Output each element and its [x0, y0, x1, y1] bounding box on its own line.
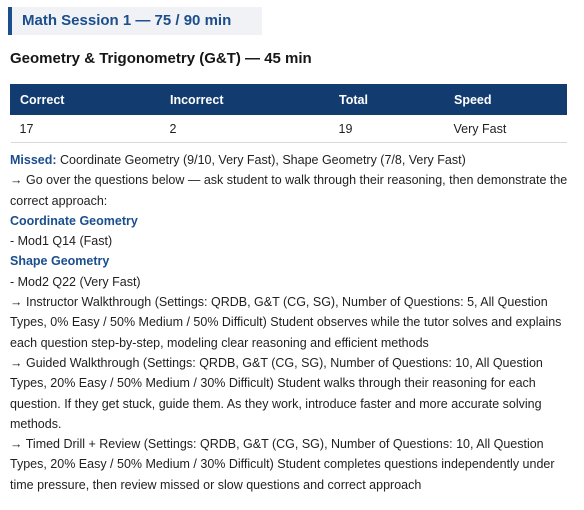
step-guided-walkthrough: → Guided Walkthrough (Settings: QRDB, G&T (CG, SG), Number of Questions: 10, All Question Types, 20% Easy / 50% Medium / 30% Difficult) Student walks through their reasoning for each question. If they get stuck, guide them. As they work, introduce faster and more accurate solving methods. [10, 355, 543, 431]
table-row [11, 115, 567, 143]
header-incorrect: Incorrect [161, 85, 330, 115]
table-header-row [11, 85, 567, 115]
header-total: Total [330, 85, 445, 115]
cell-correct: 17 [11, 115, 161, 143]
topic-heading-coordinate-geometry: Coordinate Geometry [10, 213, 138, 228]
cell-speed: Very Fast [445, 115, 567, 143]
topic-item: - Mod2 Q22 (Very Fast) [10, 274, 141, 289]
missed-label: Missed: [10, 153, 57, 167]
topic-heading-shape-geometry: Shape Geometry [10, 254, 110, 269]
header-correct: Correct [11, 85, 161, 115]
cell-incorrect: 2 [161, 115, 330, 143]
stats-table [10, 84, 567, 143]
session-header [8, 7, 262, 35]
session-title: Math Session 1 — 75 / 90 min [22, 12, 232, 29]
step-instructor-walkthrough: → Instructor Walkthrough (Settings: QRDB, G&T (CG, SG), Number of Questions: 5, All Question Types, 0% Easy / 50% Medium / 50% Difficult) Student observes while the tutor solves and explains each question step-by-step, modeling clear reasoning and efficient methods [10, 295, 562, 350]
step-timed-drill: → Timed Drill + Review (Settings: QRDB, G&T (CG, SG), Number of Questions: 10, All Question Types, 20% Easy / 50% Medium / 30% Difficult) Student completes questions independently under time pressure, then review missed or slow questions and correct approach [10, 437, 555, 492]
topic-item: - Mod1 Q14 (Fast) [10, 234, 113, 249]
missed-summary [10, 150, 572, 170]
section-title: Geometry & Trigonometry (G&T) — 45 min [10, 50, 312, 67]
cell-total: 19 [330, 115, 445, 143]
missed-text: Coordinate Geometry (9/10, Very Fast), Shape Geometry (7/8, Very Fast) [56, 153, 466, 167]
header-speed: Speed [445, 85, 567, 115]
instructions: → Go over the questions below — ask student to walk through their reasoning, then demonstrate the correct approach: [10, 173, 568, 208]
session-notes [10, 150, 572, 495]
